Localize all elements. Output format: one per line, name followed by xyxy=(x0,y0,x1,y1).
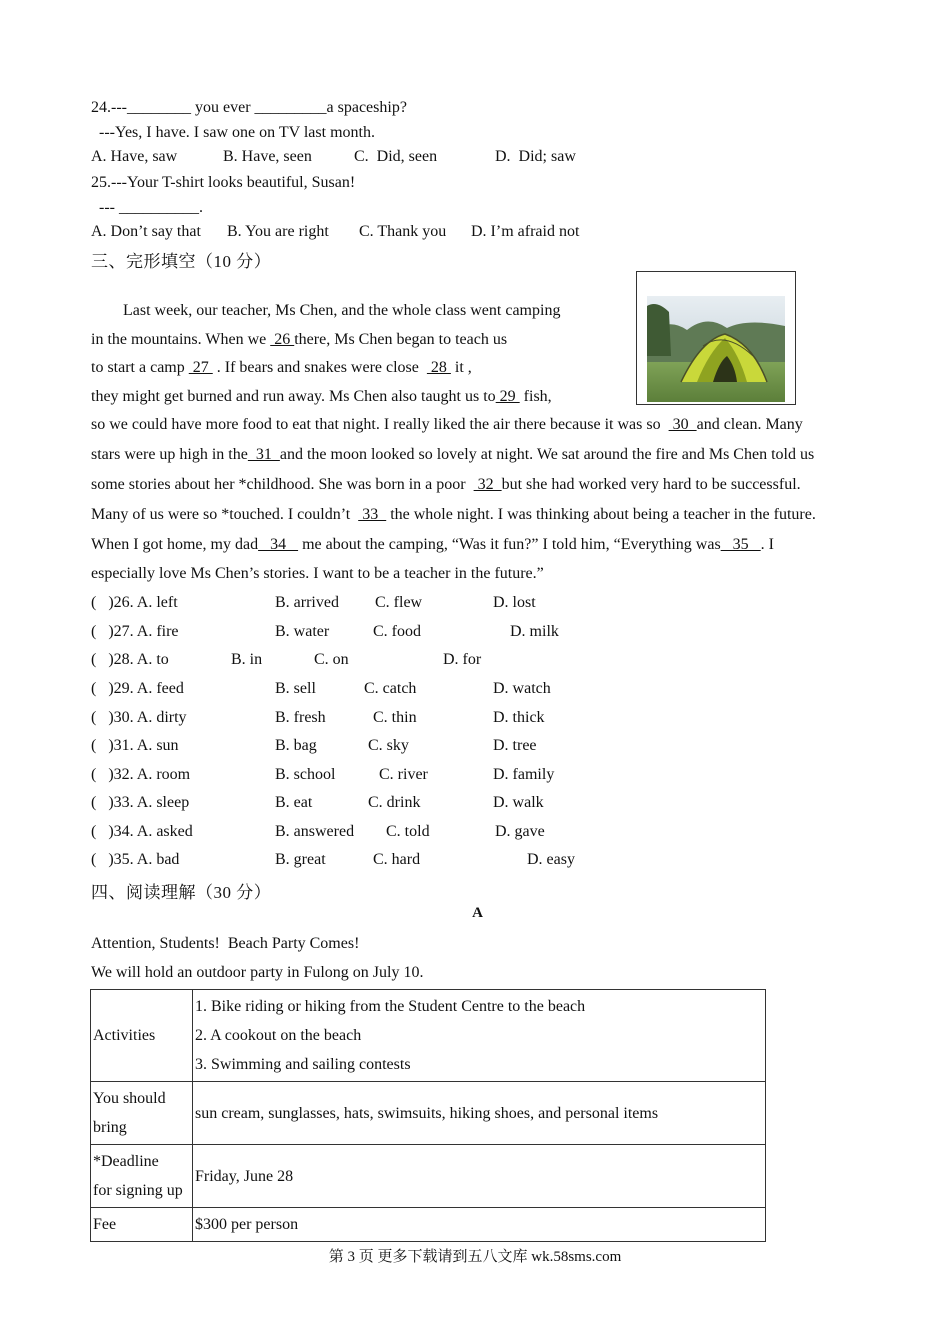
cloze-q27-d: D. milk xyxy=(510,623,559,640)
fee-label: Fee xyxy=(91,1208,193,1242)
cloze-q32: ( )32. A. room xyxy=(91,766,191,783)
deadline-cell: Friday, June 28 xyxy=(193,1145,766,1208)
passage-line-1: Last week, our teacher, Ms Chen, and the whole class went camping xyxy=(123,302,561,319)
q24-option-a: A. Have, saw xyxy=(91,148,178,165)
blank-33: 33 xyxy=(358,506,387,523)
passage-line-3: to start a camp 27 . If bears and snakes were close 28 it , xyxy=(91,359,472,376)
cloze-q29-c: C. catch xyxy=(364,680,417,697)
blank-31: 31 xyxy=(247,446,280,463)
cloze-q34-d: D. gave xyxy=(495,823,545,840)
q25-option-a: A. Don’t say that xyxy=(91,223,201,240)
cloze-q26-d: D. lost xyxy=(493,594,536,611)
q24-option-c: C. Did, seen xyxy=(354,148,438,165)
notice-intro: We will hold an outdoor party in Fulong on July 10. xyxy=(91,964,424,981)
cloze-q28-d: D. for xyxy=(443,651,482,668)
cloze-q33-b: B. eat xyxy=(275,794,313,811)
passage-line-7: some stories about her *childhood. She was born in a poor 32 but she had worked very hard to be successful. xyxy=(91,476,801,493)
bring-cell: sun cream, sunglasses, hats, swimsuits, hiking shoes, and personal items xyxy=(193,1082,766,1145)
q25-option-c: C. Thank you xyxy=(359,223,447,240)
q25-option-b: B. You are right xyxy=(227,223,329,240)
passage-line-10: especially love Ms Chen’s stories. I want to be a teacher in the future.” xyxy=(91,565,544,582)
cloze-q27: ( )27. A. fire xyxy=(91,623,179,640)
cloze-q28-c: C. on xyxy=(314,651,349,668)
passage-line-9: When I got home, my dad 34 me about the camping, “Was it fun?” I told him, “Everything was 35 . I xyxy=(91,536,774,553)
cloze-q32-b: B. school xyxy=(275,766,336,783)
cloze-q31-b: B. bag xyxy=(275,737,317,754)
blank-26: 26 xyxy=(270,331,295,348)
cloze-q34-c: C. told xyxy=(386,823,430,840)
cloze-q34-b: B. answered xyxy=(275,823,355,840)
tent-image-icon xyxy=(647,296,785,402)
passage-line-6: stars were up high in the 31 and the moon looked so lovely at night. We sat around the fire and Ms Chen told us xyxy=(91,446,815,463)
cloze-q35-d: D. easy xyxy=(527,851,575,868)
table-row-deadline xyxy=(91,1145,766,1208)
activity-item: 3. Swimming and sailing contests xyxy=(195,1056,411,1073)
cloze-q30-d: D. thick xyxy=(493,709,545,726)
q25-reply: --- __________. xyxy=(99,199,203,216)
fee-cell: $300 per person xyxy=(193,1208,766,1242)
cloze-q29-d: D. watch xyxy=(493,680,551,697)
activities-label: Activities xyxy=(91,990,193,1082)
deadline-label: *Deadline for signing up xyxy=(91,1145,193,1208)
cloze-q35-c: C. hard xyxy=(373,851,421,868)
blank-32: 32 xyxy=(473,476,502,493)
cloze-q31-c: C. sky xyxy=(368,737,409,754)
q24-reply: ---Yes, I have. I saw one on TV last month. xyxy=(99,124,375,141)
activity-item: 2. A cookout on the beach xyxy=(195,1027,362,1044)
cloze-q31-d: D. tree xyxy=(493,737,537,754)
section-3-title: 三、完形填空（10 分） xyxy=(91,252,272,271)
cloze-q30: ( )30. A. dirty xyxy=(91,709,187,726)
cloze-q26: ( )26. A. left xyxy=(91,594,178,611)
blank-35: 35 xyxy=(720,536,761,553)
blank-27: 27 xyxy=(188,359,213,376)
camping-tent-photo xyxy=(636,271,796,405)
cloze-q28: ( )28. A. to xyxy=(91,651,169,668)
passage-line-4: they might get burned and run away. Ms Chen also taught us to 29 fish, xyxy=(91,388,552,405)
passage-line-8: Many of us were so *touched. I couldn’t 33 the whole night. I was thinking about being a teacher in the future. xyxy=(91,506,816,523)
cloze-q30-c: C. thin xyxy=(373,709,417,726)
cloze-q33: ( )33. A. sleep xyxy=(91,794,190,811)
cloze-q29: ( )29. A. feed xyxy=(91,680,184,697)
cloze-q35-b: B. great xyxy=(275,851,326,868)
q24-stem: 24.---________ you ever _________a spaceship? xyxy=(91,99,407,116)
q25-stem: 25.---Your T-shirt looks beautiful, Susan! xyxy=(91,174,356,191)
activity-item: 1. Bike riding or hiking from the Student Centre to the beach xyxy=(195,998,586,1015)
cloze-q32-d: D. family xyxy=(493,766,555,783)
cloze-q27-c: C. food xyxy=(373,623,421,640)
cloze-q28-b: B. in xyxy=(231,651,263,668)
cloze-q30-b: B. fresh xyxy=(275,709,326,726)
cloze-q31: ( )31. A. sun xyxy=(91,737,179,754)
section-4-title: 四、阅读理解（30 分） xyxy=(91,883,272,902)
cloze-q34: ( )34. A. asked xyxy=(91,823,193,840)
page-footer: 第 3 页 更多下载请到五八文库 wk.58sms.com xyxy=(328,1249,622,1265)
cloze-q35: ( )35. A. bad xyxy=(91,851,180,868)
blank-28: 28 xyxy=(426,359,451,376)
bring-label: You should bring xyxy=(91,1082,193,1145)
blank-30: 30 xyxy=(668,416,697,433)
activities-cell xyxy=(193,990,766,1082)
q25-option-d: D. I’m afraid not xyxy=(471,223,580,240)
blank-29: 29 xyxy=(495,388,520,405)
passage-line-5: so we could have more food to eat that night. I really liked the air there because it was so 30 and clean. Many xyxy=(91,416,803,433)
table-row-activities xyxy=(91,990,766,1082)
table-row-fee xyxy=(91,1208,766,1242)
cloze-q32-c: C. river xyxy=(379,766,428,783)
beach-party-table xyxy=(90,989,766,1242)
notice-headline: Attention, Students! Beach Party Comes! xyxy=(91,935,360,952)
cloze-q27-b: B. water xyxy=(275,623,330,640)
cloze-q33-c: C. drink xyxy=(368,794,421,811)
cloze-q26-c: C. flew xyxy=(375,594,423,611)
passage-line-2: in the mountains. When we 26 there, Ms Chen began to teach us xyxy=(91,331,508,348)
cloze-q29-b: B. sell xyxy=(275,680,316,697)
blank-34: 34 xyxy=(258,536,299,553)
cloze-q26-b: B. arrived xyxy=(275,594,339,611)
q24-option-b: B. Have, seen xyxy=(223,148,312,165)
q24-option-d: D. Did; saw xyxy=(495,148,576,165)
table-row-bring xyxy=(91,1082,766,1145)
cloze-q33-d: D. walk xyxy=(493,794,544,811)
passage-a-label: A xyxy=(472,905,483,921)
